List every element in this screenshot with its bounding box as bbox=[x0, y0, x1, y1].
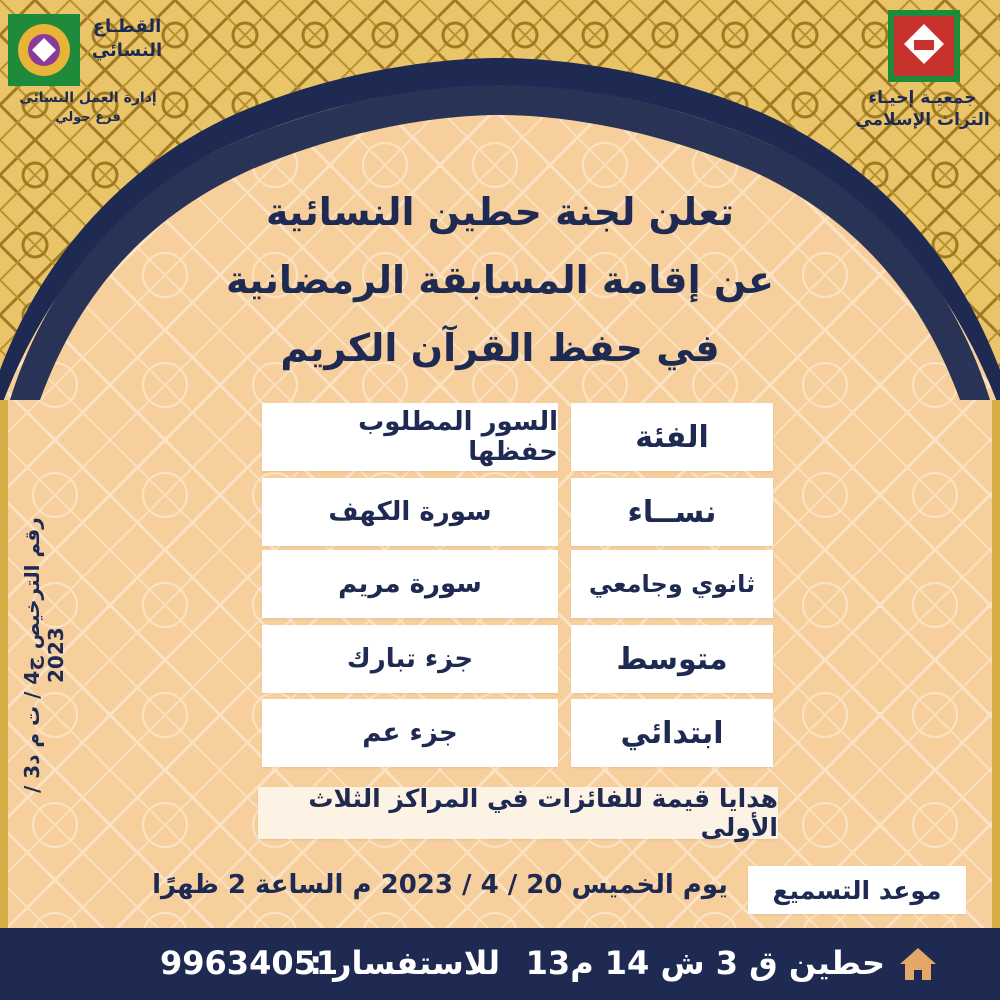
prizes-banner: هدايا قيمة للفائزات في المراكز الثلاث الأولى bbox=[258, 787, 778, 839]
right-logo bbox=[850, 10, 995, 130]
footer-address: حطين ق 3 ش 14 م13 bbox=[525, 944, 885, 982]
schedule-value: يوم الخميس 20 / 4 / 2023 م الساعة 2 ظهرًا bbox=[152, 870, 728, 900]
left-logo-line1: القطـاع bbox=[92, 16, 162, 37]
row-4-category: ابتدائي bbox=[571, 699, 773, 767]
society-emblem-icon bbox=[888, 10, 960, 82]
schedule-label: موعد التسميع bbox=[748, 866, 966, 914]
row-2-surahs: سورة مريم bbox=[262, 550, 558, 618]
left-logo-subtitle: إدارة العمل النسائي bbox=[19, 90, 157, 106]
home-icon bbox=[898, 946, 938, 982]
footer-inquiry-label: للاستفسار : bbox=[309, 944, 500, 982]
row-4-surahs: جزء عم bbox=[262, 699, 558, 767]
title-line-1: تعلن لجنة حطين النسائية bbox=[265, 190, 734, 234]
title-line-2: عن إقامة المسابقة الرمضانية bbox=[226, 258, 774, 302]
license-number: رقم الترخيص ج4 / ت م د3 / 2023 bbox=[20, 517, 68, 793]
row-3-surahs: جزء تبارك bbox=[262, 625, 558, 693]
header-surahs: السور المطلوب حفظها bbox=[262, 403, 558, 471]
header-category: الفئة bbox=[571, 403, 773, 471]
footer-phone[interactable]: 99634051 bbox=[160, 944, 339, 982]
title-line-3: في حفظ القرآن الكريم bbox=[280, 326, 720, 370]
row-1-surahs: سورة الكهف bbox=[262, 478, 558, 546]
right-logo-line2: التراث الإسلامي bbox=[855, 110, 990, 130]
women-sector-emblem-icon bbox=[8, 14, 80, 86]
footer-bar bbox=[0, 928, 1000, 1000]
row-3-category: متوسط bbox=[571, 625, 773, 693]
left-logo-line2: النسائي bbox=[91, 40, 163, 61]
left-logo bbox=[8, 14, 168, 124]
right-logo-line1: جمعيـة إحيـاء bbox=[868, 88, 977, 108]
row-2-category: ثانوي وجامعي bbox=[571, 550, 773, 618]
left-logo-branch: فرع حولي bbox=[55, 110, 121, 125]
row-1-category: نســاء bbox=[571, 478, 773, 546]
